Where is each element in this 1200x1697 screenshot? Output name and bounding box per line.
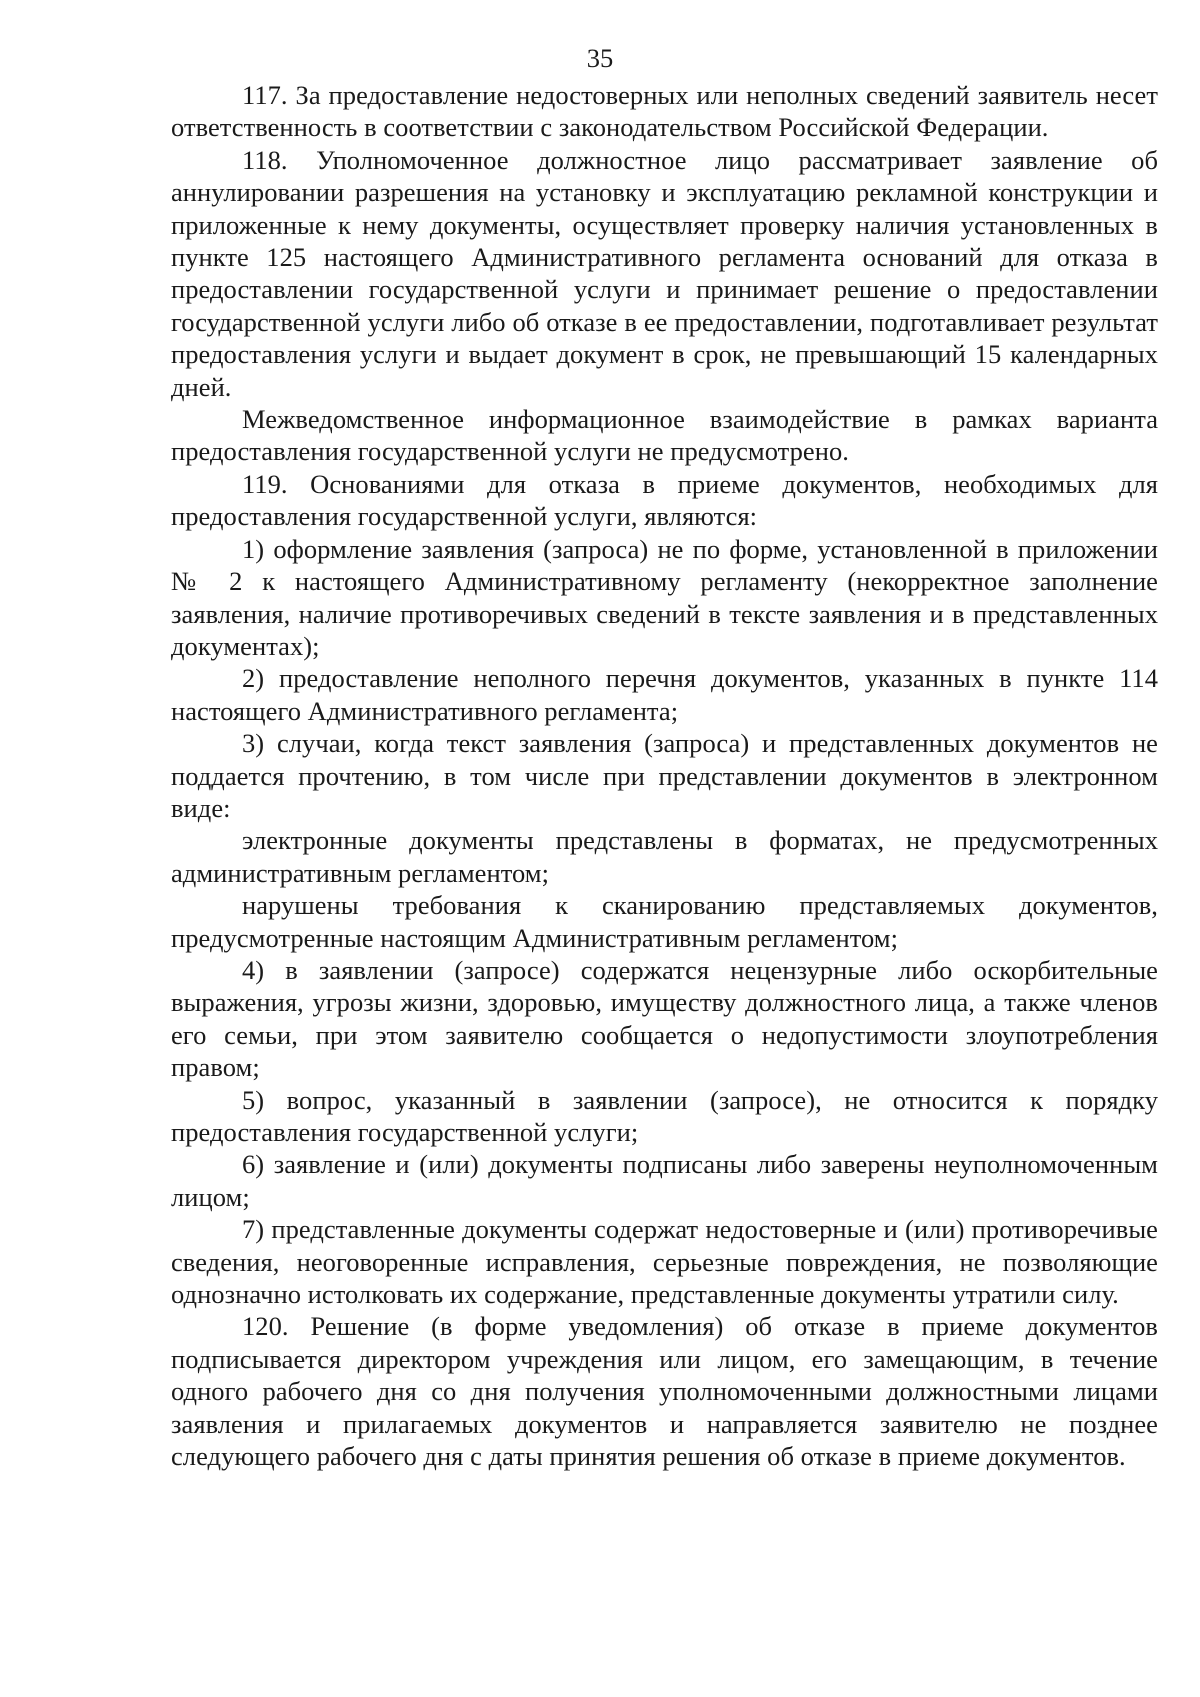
paragraph-119: 119. Основаниями для отказа в приеме документов, необходимых для предоставления государственной услуги, являются: bbox=[171, 468, 1158, 532]
list-item-3: 3) случаи, когда текст заявления (запроса) и представленных документов не поддается прочтению, в том числе при представлении документов в электронном виде: bbox=[171, 728, 1158, 823]
list-item-2: 2) предоставление неполного перечня документов, указанных в пункте 114 настоящего Административного регламента; bbox=[171, 663, 1158, 726]
paragraph-120: 120. Решение (в форме уведомления) об отказе в приеме документов подписывается директором учреждения или лицом, его замещающим, в течение одного рабочего дня со дня получения уполномоченными должностными лицами заявления и прилагаемых документов и направляется заявителю не позднее следующего рабочего дня с даты принятия решения об отказе в приеме документов. bbox=[171, 1311, 1158, 1472]
list-item-3-sub-formats: электронные документы представлены в форматах, не предусмотренных административным регламентом; bbox=[171, 825, 1158, 888]
list-item-4: 4) в заявлении (запросе) содержатся нецензурные либо оскорбительные выражения, угрозы жизни, здоровью, имуществу должностного лица, а также членов его семьи, при этом заявителю сообщается о недопустимости злоупотребления правом; bbox=[171, 954, 1158, 1083]
list-item-3-sub-scanning: нарушены требования к сканированию представляемых документов, предусмотренные настоящим Административным регламентом; bbox=[171, 890, 1158, 953]
list-item-1: 1) оформление заявления (запроса) не по форме, установленной в приложении № 2 к настоящего Административному регламенту (некорректное заполнение заявления, наличие противоречивых сведений в тексте заявления и в представленных документах); bbox=[171, 533, 1158, 661]
list-item-7: 7) представленные документы содержат недостоверные и (или) противоречивые сведения, неоговоренные исправления, серьезные повреждения, не позволяющие однозначно истолковать их содержание, представленные документы утратили силу. bbox=[171, 1214, 1158, 1310]
paragraph-interagency: Межведомственное информационное взаимодействие в рамках варианта предоставления государственной услуги не предусмотрено. bbox=[171, 404, 1158, 467]
paragraph-118: 118. Уполномоченное должностное лицо рассматривает заявление об аннулировании разрешения на установку и эксплуатацию рекламной конструкции и приложенные к нему документы, осуществляет проверку наличия установленных в пункте 125 настоящего Административного регламента оснований для отказа в предоставлении государственной услуги и принимает решение о предоставлении государственной услуги либо об отказе в ее предоставлении, подготавливает результат предоставления услуги и выдает документ в срок, не превышающий 15 календарных дней. bbox=[171, 144, 1158, 402]
list-item-6: 6) заявление и (или) документы подписаны либо заверены неуполномоченным лицом; bbox=[171, 1149, 1158, 1212]
list-item-5: 5) вопрос, указанный в заявлении (запросе), не относится к порядку предоставления государственной услуги; bbox=[171, 1084, 1158, 1147]
paragraph-117: 117. За предоставление недостоверных или неполных сведений заявитель несет ответственность в соответствии с законодательством Российской Федерации. bbox=[171, 80, 1158, 143]
document-body bbox=[171, 79, 1158, 1472]
page-number: 35 bbox=[586, 43, 614, 73]
